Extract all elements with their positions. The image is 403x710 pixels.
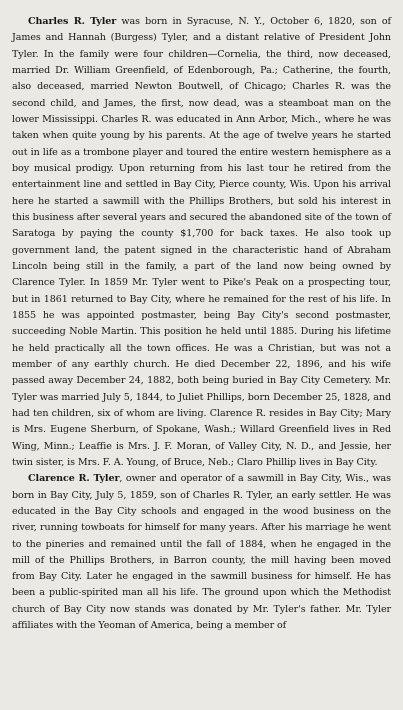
paragraph-body: was born in Syracuse, N. Y., October 6, 1820, son of James and Hannah (Burgess) Tyler, and a distant relative of President John Tyler. In the family were four children—Cornelia, the third, now deceased, married Dr. William Greenfield, of Edenborough, Pa.; Catherine, the fourth, also deceased, married Newton Boutwell, of Chicago; Charles R. was the second child, and James, the first, now dead, was a steamboat man on the lower Mississippi. Charles R. was educated in Ann Arbor, Mich., where he was taken when quite young by his parents. At the age of twelve years he started out in life as a trombone player and toured the entire western hemisphere as a boy musical prodigy. Upon returning from his last tour he retired from the entertainment line and settled in Bay City, Pierce county, Wis. Upon his arrival here he started a sawmill with the Phillips Brothers, but sold his interest in this business after several years and secured the abandoned site of the town of Saratoga by paying the county $1,700 for back taxes. He also took up government land, the patent signed in the characteristic hand of Abraham Lincoln being still in the family, a part of the land now being owned by Clarence Tyler. In 1859 Mr. Tyler went to Pike's Peak on a prospecting tour, but in 1861 returned to Bay City, where he remained for the rest of his life. In 1855 he was appointed postmaster, being Bay City's second postmaster, succeeding Noble Martin. This position he held until 1885. During his lifetime he held practically all the town offices. He was a Christian, but was not a member of any earthly church. He died December 22, 1896, and his wife passed away December 24, 1882, both being buried in Bay City Cemetery. Mr. Tyler was married July 5, 1844, to Juliet Phillips, born December 25, 1828, and had ten children, six of whom are living. Clarence R. resides in Bay City; Mary is Mrs. Eugene Sherburn, of Spokane, Wash.; Willard Greenfield lives in Red Wing, Minn.; Leaffie is Mrs. J. F. Moran, of Valley City, N. D., and Jessie, her twin sister, is Mrs. F. A. Young, of Bruce, Neb.; Claro Phillip lives in Bay City. <box>12 16 391 468</box>
paragraph-clarence-tyler <box>12 471 391 634</box>
paragraph-body: , owner and operator of a sawmill in Bay City, Wis., was born in Bay City, July 5, 1859, son of Charles R. Tyler, an early settler. He was educated in the Bay City schools and engaged in the wood business on the river, running towboats for himself for many years. After his marriage he went to the pineries and remained until the fall of 1884, when he engaged in the mill of the Phillips Brothers, in Barron county, the mill having been moved from Bay City. Later he engaged in the sawmill business for himself. He has been a public-spirited man all his life. The ground upon which the Methodist church of Bay City now stands was donated by Mr. Tyler's father. Mr. Tyler affiliates with the Yeoman of America, being a member of <box>12 473 391 632</box>
subject-name: Clarence R. Tyler <box>28 473 120 485</box>
paragraph-charles-tyler <box>12 14 391 471</box>
subject-name: Charles R. Tyler <box>28 16 117 27</box>
